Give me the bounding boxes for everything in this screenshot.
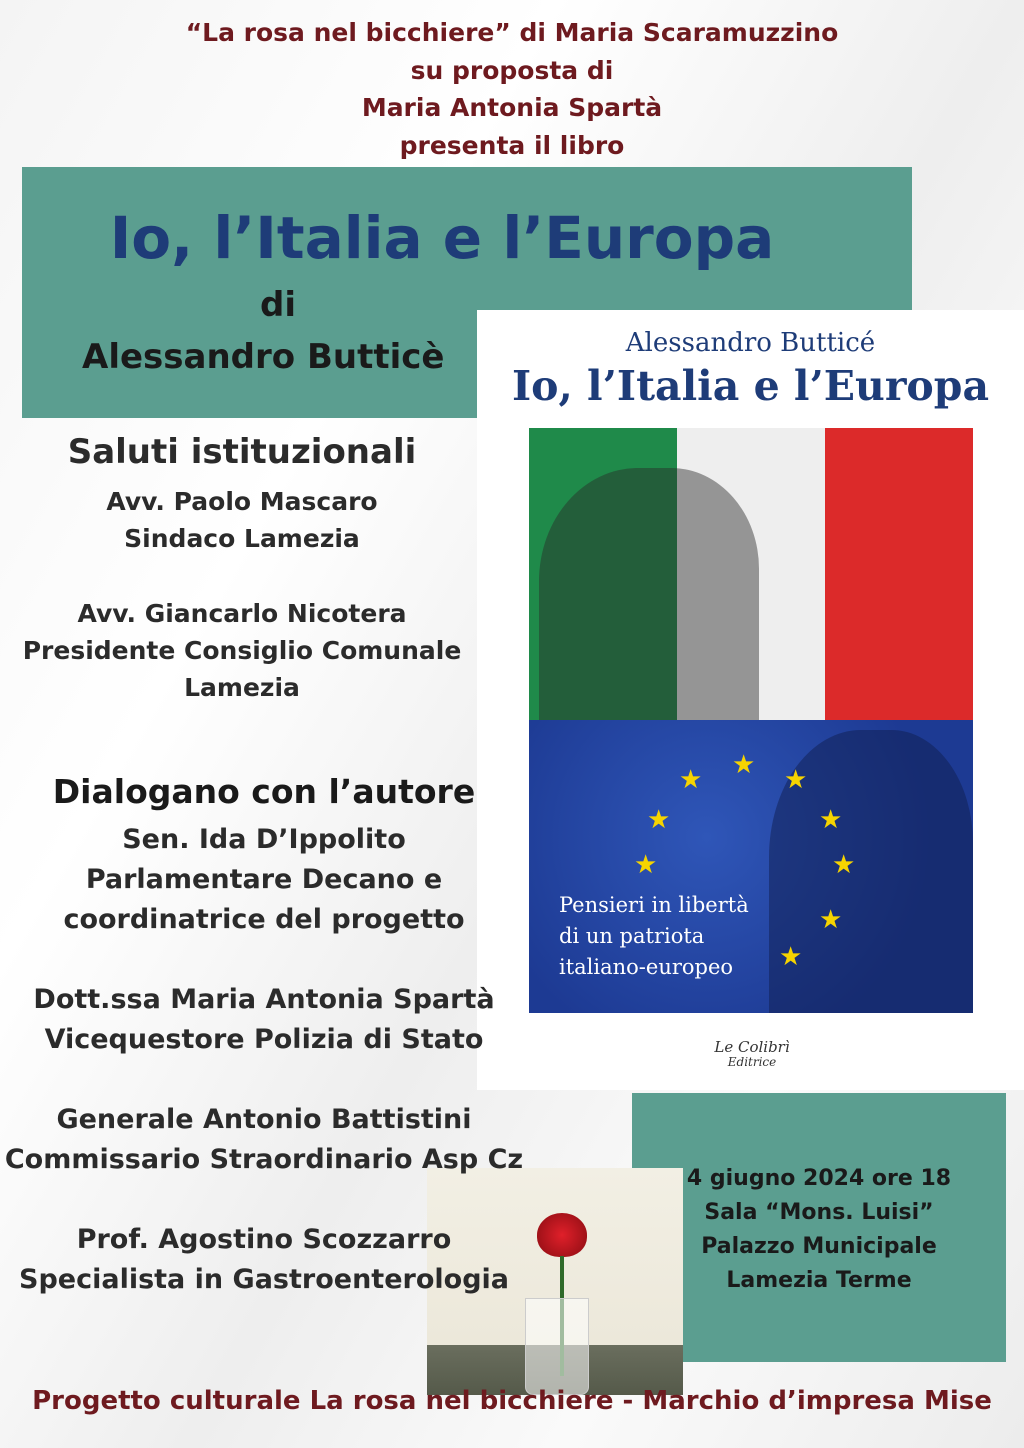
greetings-list: [22, 483, 462, 706]
person-name: Prof. Agostino Scozzarro: [76, 1224, 452, 1255]
person-role: Commissario Straordinario Asp Cz: [4, 1144, 524, 1175]
person-name: Dott.ssa Maria Antonia Spartà: [33, 984, 495, 1015]
star-icon: ★: [832, 850, 856, 880]
person-role: coordinatrice del progetto: [63, 904, 465, 935]
by-label: di: [260, 285, 296, 325]
star-icon: ★: [819, 905, 843, 935]
book-author: Alessandro Butticè: [82, 337, 445, 377]
event-city: Lamezia Terme: [726, 1268, 912, 1293]
cover-subtitle-line: italiano-europeo: [559, 955, 734, 979]
header-line-3: Maria Antonia Spartà: [361, 93, 663, 122]
event-room: Sala “Mons. Luisi”: [704, 1200, 934, 1225]
star-icon: ★: [779, 942, 803, 972]
publisher-sub: Editrice: [727, 1055, 777, 1069]
cover-title: Io, l’Italia e l’Europa: [511, 362, 990, 410]
publisher-name: Le Colibrì: [714, 1038, 790, 1056]
person-role: Vicequestore Polizia di Stato: [44, 1024, 484, 1055]
header-line-2: su proposta di: [410, 56, 614, 85]
person-name: Sen. Ida D’Ippolito: [122, 824, 406, 855]
person-role: Sindaco Lamezia: [124, 524, 360, 553]
italian-flag-image: [529, 428, 973, 720]
star-icon: ★: [784, 765, 808, 795]
event-date: 4 giugno 2024 ore 18: [686, 1166, 952, 1191]
person-name: Avv. Paolo Mascaro: [106, 487, 378, 516]
profile-silhouette: [539, 468, 759, 720]
cover-subtitle-line: di un patriota: [559, 924, 705, 948]
star-icon: ★: [634, 850, 658, 880]
star-icon: ★: [679, 765, 703, 795]
star-icon: ★: [819, 805, 843, 835]
book-cover: [477, 310, 1024, 1090]
dialogue-heading: Dialogano con l’autore: [52, 772, 476, 811]
star-icon: ★: [647, 805, 671, 835]
rose-icon: [537, 1213, 587, 1257]
header-line-4: presenta il libro: [399, 131, 625, 160]
event-building: Palazzo Municipale: [701, 1234, 937, 1259]
cover-author: Alessandro Butticé: [625, 328, 876, 358]
greetings-heading: Saluti istituzionali: [67, 432, 417, 472]
person-name: Generale Antonio Battistini: [56, 1104, 472, 1135]
book-title: Io, l’Italia e l’Europa: [109, 204, 775, 272]
eu-flag-image: [529, 720, 973, 1013]
header-line-1: “La rosa nel bicchiere” di Maria Scaramuzzino: [185, 18, 839, 47]
dialogue-list: [4, 820, 524, 1300]
publisher-logo: [687, 1040, 817, 1070]
person-name: Avv. Giancarlo Nicotera: [77, 599, 407, 628]
cover-subtitle-line: Pensieri in libertà: [559, 893, 749, 917]
person-role: Lamezia: [184, 673, 300, 702]
glass-icon: [525, 1298, 589, 1395]
event-info: [632, 1162, 1006, 1298]
star-icon: ★: [732, 750, 756, 780]
person-role: Parlamentare Decano e: [85, 864, 443, 895]
footer-text: Progetto culturale La rosa nel bicchiere - Marchio d’impresa Mise: [32, 1386, 992, 1416]
person-role: Presidente Consiglio Comunale: [22, 636, 462, 665]
person-role: Specialista in Gastroenterologia: [19, 1264, 509, 1295]
